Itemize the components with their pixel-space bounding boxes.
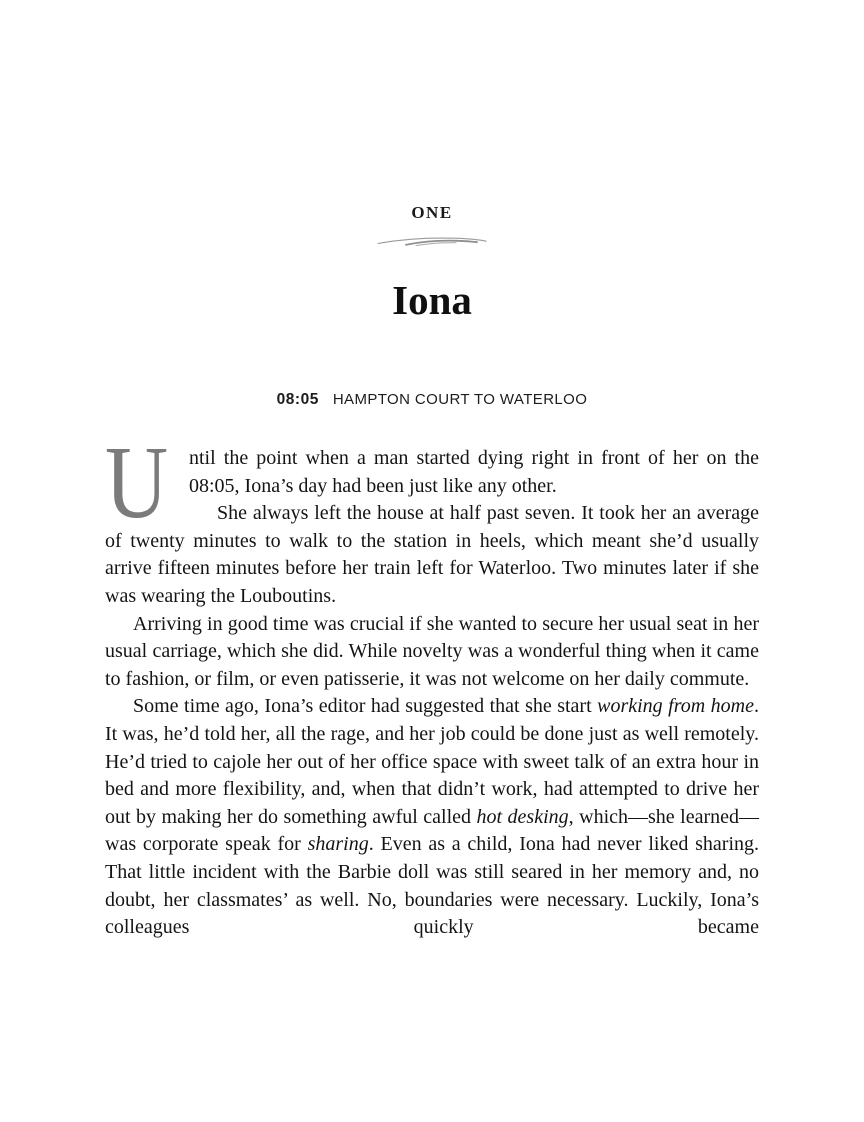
train-route: HAMPTON COURT TO WATERLOO (332, 391, 588, 408)
train-time: 08:05 (276, 391, 319, 408)
body-text (105, 425, 759, 942)
flourish-divider (0, 233, 864, 249)
opening-section (105, 425, 759, 611)
paragraph: She always left the house at half past seven. It took her an average of twenty minutes to walk to the station in heels, which meant she’d usually arrive fifteen minutes before her train left for Waterloo. Two minutes later if she was wearing the Louboutins. (105, 502, 759, 607)
paragraph: Arriving in good time was crucial if she wanted to secure her usual seat in her usual carriage, which she did. While novelty was a wonderful thing when it came to fashion, or film, or even patisserie, it was not welcome on her daily commute. (105, 612, 759, 690)
drop-cap: U (105, 425, 169, 540)
paragraph: Some time ago, Iona’s editor had suggested that she start working from home. It was, he’d told her, all the rage, and her job could be done just as well remotely. He’d tried to cajole her out of her office space with sweet talk of an extra hour in bed and more flexibility, and, when that didn’t work, had attempted to drive her out by making her do something awful called hot desking, which—she learned—was corporate speak for sharing. Even as a child, Iona had never liked sharing. That little incident with the Barbie doll was still seared in her memory and, no doubt, her classmates’ as well. No, boundaries were necessary. Luckily, Iona’s colleagues quickly became (105, 695, 759, 939)
train-route-line (0, 390, 864, 409)
paragraph: ntil the point when a man started dying right in front of her on the 08:05, Iona’s day had been just like any other. (189, 447, 759, 497)
chapter-title: Iona (392, 277, 472, 323)
chapter-number: ONE (411, 203, 453, 222)
pencil-stroke-icon (376, 233, 488, 249)
